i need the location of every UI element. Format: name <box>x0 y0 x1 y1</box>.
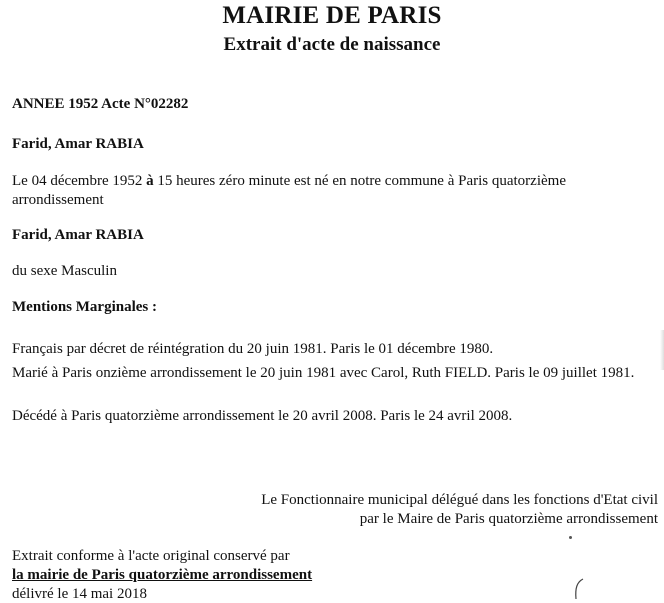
signature-stroke <box>572 578 586 600</box>
person-name: Farid, Amar RABIA <box>12 136 144 152</box>
page-edge-shadow <box>660 330 664 370</box>
marginal-mentions-heading: Mentions Marginales : <box>12 299 157 315</box>
sex-statement: du sexe Masculin <box>12 263 117 279</box>
scan-speck <box>569 536 572 539</box>
document-title: MAIRIE DE PARIS <box>222 2 442 29</box>
certification-line: Extrait conforme à l'acte original conservé par <box>12 548 290 564</box>
mention-nationality: Français par décret de réintégration du 20 juin 1981. Paris le 01 décembre 1980. <box>12 341 494 357</box>
issue-date: délivré le 14 mai 2018 <box>12 586 147 602</box>
signature-line-1: Le Fonctionnaire municipal délégué dans les fonctions d'Etat civil <box>261 492 658 508</box>
issuing-office: la mairie de Paris quatorzième arrondissement <box>12 567 313 583</box>
birth-statement-end: 15 heures zéro minute est né en notre commune à Paris quatorzième arrondissement <box>12 173 566 208</box>
birth-statement <box>12 172 624 210</box>
birth-statement-emphasis: à <box>146 173 154 189</box>
mention-marriage: Marié à Paris onzième arrondissement le 20 juin 1981 avec Carol, Ruth FIELD. Paris le 09 juillet 1981. <box>12 365 635 381</box>
mention-death: Décédé à Paris quatorzième arrondissement le 20 avril 2008. Paris le 24 avril 2008. <box>12 408 513 424</box>
signature-line-2: par le Maire de Paris quatorzième arrondissement <box>359 511 658 527</box>
birth-statement-start: Le 04 décembre 1952 <box>12 173 147 189</box>
document-subtitle: Extrait d'acte de naissance <box>223 34 441 55</box>
act-year-number: ANNEE 1952 Acte N°02282 <box>12 96 189 112</box>
person-name-repeat: Farid, Amar RABIA <box>12 227 144 243</box>
